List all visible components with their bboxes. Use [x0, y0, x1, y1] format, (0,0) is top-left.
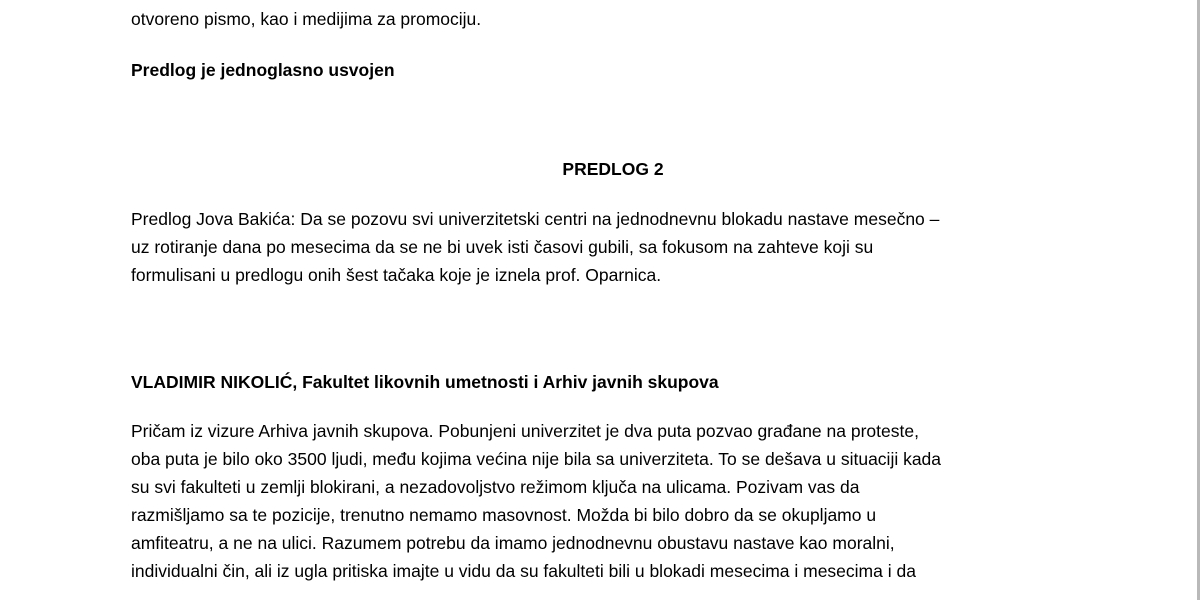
- paragraph-line: Predlog Jova Bakića: Da se pozovu svi univerzitetski centri na jednodnevnu blokadu nastave mesečno –: [131, 209, 940, 229]
- speaker-heading: VLADIMIR NIKOLIĆ, Fakultet likovnih umetnosti i Arhiv javnih skupova: [131, 372, 719, 392]
- paragraph-line: individualni čin, ali iz ugla pritiska imajte u vidu da su fakulteti bili u blokadi mesecima i mesecima i da: [131, 561, 916, 581]
- paragraph-line: su svi fakulteti u zemlji blokirani, a nezadovoljstvo režimom ključa na ulicama. Pozivam vas da: [131, 477, 860, 497]
- intro-tail-text: otvoreno pismo, kao i medijima za promociju.: [131, 9, 482, 29]
- paragraph-line: Pričam iz vizure Arhiva javnih skupova. Pobunjeni univerzitet je dva puta pozvao građane na proteste,: [131, 421, 919, 441]
- paragraph-line: uz rotiranje dana po mesecima da se ne bi uvek isti časovi gubili, sa fokusom na zahteve koji su: [131, 237, 874, 257]
- paragraph-line: amfiteatru, a ne na ulici. Razumem potrebu da imamo jednodnevnu obustavu nastave kao moralni,: [131, 533, 895, 553]
- paragraph-line: razmišljamo sa te pozicije, trenutno nemamo masovnost. Možda bi bilo dobro da se okupljamo u: [131, 505, 877, 525]
- adopted-note: Predlog je jednoglasno usvojen: [131, 60, 395, 80]
- proposal-2-paragraph: [131, 205, 939, 289]
- paragraph-line: formulisani u predlogu onih šest tačaka koje je iznela prof. Oparnica.: [131, 265, 662, 285]
- proposal-2-heading: PREDLOG 2: [562, 159, 664, 179]
- speaker-paragraph: [131, 417, 941, 585]
- paragraph-line: oba puta je bilo oko 3500 ljudi, među kojima većina nije bila sa univerziteta. To se dešava u situaciji kada: [131, 449, 942, 469]
